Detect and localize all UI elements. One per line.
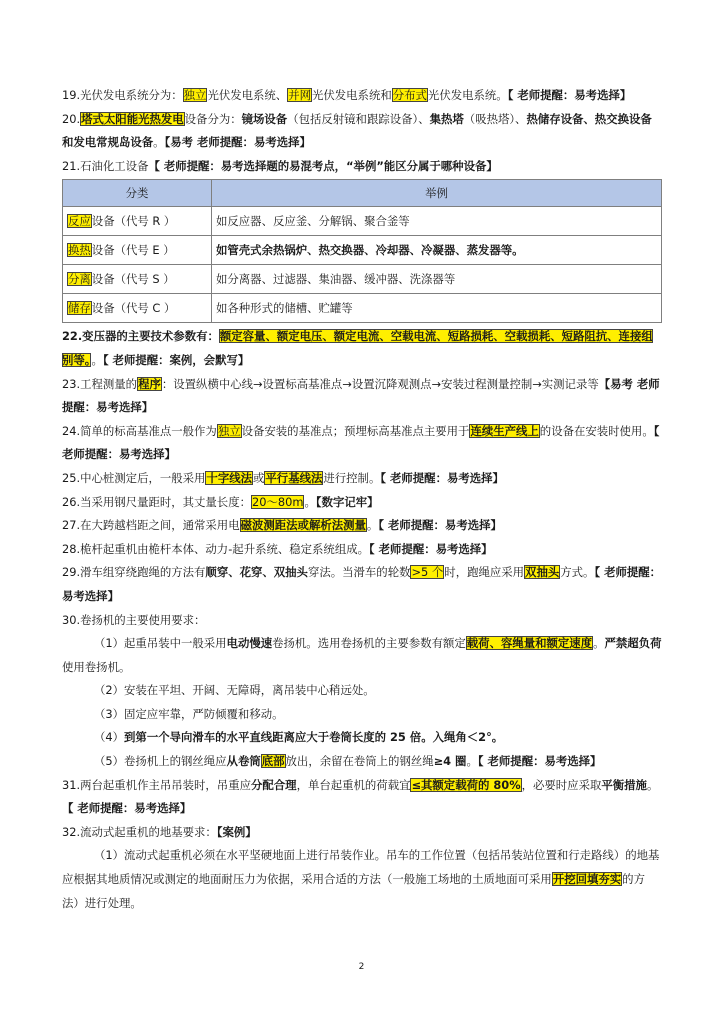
highlight: 20～80m — [251, 494, 304, 509]
teacher-tip: 【案例】 — [216, 824, 257, 839]
highlight: 底部 — [261, 754, 285, 769]
highlight: 载荷、容绳量和额定速度 — [466, 636, 593, 651]
item-32-1: （1）流动式起重机必须在水平坚硬地面上进行吊装作业。吊车的工作位置（包括吊装站位置和行走路线）的地基应根据其地质情况或测定的地面耐压力为依据，采用合适的方法（一般施工场地的土质地面可采用开挖回填夯实的方法）进行处理。 — [62, 848, 660, 910]
table-row — [63, 294, 662, 323]
item-30-5: （5）卷扬机上的钢丝绳应从卷筒底部放出，余留在卷筒上的钢丝绳≥4 圈。【 老师提醒：易考选择】 — [94, 754, 602, 769]
highlight: 分离 — [68, 272, 91, 287]
item-30: 30.卷扬机的主要使用要求： — [62, 612, 206, 627]
teacher-tip: 【 老师提醒：易考选择】 — [62, 565, 662, 603]
teacher-tip: 【 老师提醒：易考选择】 — [62, 801, 192, 816]
teacher-tip: 【数字记牢】 — [315, 494, 379, 509]
equipment-table — [62, 179, 662, 323]
example-cell: 如分离器、过滤器、集油器、缓冲器、洗涤器等 — [212, 265, 662, 294]
highlight: >5 个 — [411, 565, 444, 580]
highlight: 连续生产线上 — [470, 423, 539, 438]
highlight: 双抽头 — [525, 565, 560, 580]
highlight: 分布式 — [392, 88, 427, 102]
highlight: 十字线法 — [206, 470, 252, 485]
example-cell: 如反应器、反应釜、分解锅、聚合釜等 — [212, 207, 662, 236]
example-cell: 如管壳式余热锅炉、热交换器、冷却器、冷凝器、蒸发器等。 — [212, 236, 662, 265]
item-27: 27.在大跨越档距之间，通常采用电磁波测距法或解析法测量。【 老师提醒：易考选择】 — [62, 518, 502, 533]
teacher-tip: 【易考 老师提醒：易考选择】 — [62, 376, 660, 415]
highlight: 额定容量、额定电压、额定电流、空载电流、短路损耗、空载损耗、短路阻抗、连接组别等。 — [62, 329, 653, 367]
highlight: 独立 — [183, 88, 207, 102]
category-cell: 反应设备（代号 R ） — [63, 207, 212, 236]
highlight: 程序 — [138, 376, 161, 391]
teacher-tip: 【 老师提醒：易考选择】 — [62, 423, 660, 462]
highlight: 平行基线法 — [265, 470, 323, 485]
example-cell: 如各种形式的储槽、贮罐等 — [212, 294, 662, 323]
category-cell: 分离设备（代号 S ） — [63, 265, 212, 294]
table-header-cell: 分类 — [63, 180, 212, 207]
item-28: 28.桅杆起重机由桅杆本体、动力-起升系统、稳定系统组成。【 老师提醒：易考选择】 — [62, 541, 493, 556]
category-cell: 储存设备（代号 C ） — [63, 294, 212, 323]
item-22: 22.变压器的主要技术参数有：额定容量、额定电压、额定电流、空载电流、短路损耗、空载损耗、短路阻抗、连接组别等。。【 老师提醒：案例，会默写】 — [62, 329, 653, 367]
category-cell: 换热设备（代号 E ） — [63, 236, 212, 265]
teacher-tip: 【 老师提醒：案例，会默写】 — [102, 352, 250, 367]
teacher-tip: 【 老师提醒：易考选择题的易混考点，“举例”能区分属于哪种设备】 — [148, 158, 498, 173]
item-26: 26.当采用钢尺量距时，其丈量长度：20～80m。【数字记牢】 — [62, 494, 379, 509]
item-19: 19.光伏发电系统分为：独立光伏发电系统、并网光伏发电系统和分布式光伏发电系统。【 老师提醒：易考选择】 — [62, 88, 632, 102]
table-header-cell: 举例 — [212, 180, 662, 207]
teacher-tip: 【 老师提醒：易考选择】 — [507, 88, 632, 102]
highlight: 反应 — [68, 214, 91, 229]
item-23: 23.工程测量的程序：设置纵横中心线→设置标高基准点→设置沉降观测点→安装过程测量控制→实测记录等【易考 老师提醒：易考选择】 — [62, 376, 660, 415]
teacher-tip: 【 老师提醒：易考选择】 — [477, 754, 602, 769]
document-body — [62, 84, 662, 915]
teacher-tip: 【 老师提醒：易考选择】 — [369, 541, 493, 556]
item-30-1: （1）起重吊装中一般采用电动慢速卷扬机。选用卷扬机的主要参数有额定载荷、容绳量和额定速度。严禁超负荷使用卷扬机。 — [62, 636, 662, 674]
table-header — [63, 180, 662, 207]
item-25: 25.中心桩测定后，一般采用十字线法或平行基线法进行控制。【 老师提醒：易考选择】 — [62, 470, 504, 485]
teacher-tip: 【易考 老师提醒：易考选择】 — [164, 135, 311, 150]
highlight: 并网 — [288, 88, 311, 102]
highlight: 磁波测距法或解析法测量 — [240, 518, 366, 533]
item-20: 20.塔式太阳能光热发电设备分为：镜场设备（包括反射镜和跟踪设备）、集热塔（吸热塔）、热储存设备、热交换设备和发电常规岛设备。【易考 老师提醒：易考选择】 — [62, 111, 652, 150]
item-32: 32.流动式起重机的地基要求：【案例】 — [62, 824, 257, 839]
item-29: 29.滑车组穿绕跑绳的方法有顺穿、花穿、双抽头穿法。当滑车的轮数>5 个时，跑绳应采用双抽头方式。【 老师提醒：易考选择】 — [62, 565, 662, 603]
item-21: 21.石油化工设备【 老师提醒：易考选择题的易混考点，“举例”能区分属于哪种设备】 — [62, 158, 498, 173]
teacher-tip: 【 老师提醒：易考选择】 — [380, 470, 504, 485]
table-row — [63, 236, 662, 265]
item-30-3: （3）固定应牢靠，严防倾覆和移动。 — [94, 706, 284, 721]
highlight: 储存 — [68, 301, 91, 316]
table-row — [63, 265, 662, 294]
item-24: 24.简单的标高基准点一般作为独立设备安装的基准点；预埋标高基准点主要用于连续生产线上的设备在安装时使用。【 老师提醒：易考选择】 — [62, 423, 660, 462]
item-30-2: （2）安装在平坦、开阔、无障碍，离吊装中心稍远处。 — [94, 683, 375, 698]
teacher-tip: 【 老师提醒：易考选择】 — [378, 518, 502, 533]
item-31: 31.两台起重机作主吊吊装时，吊重应分配合理，单台起重机的荷载宜≤其额定载荷的 80%，必要时应采取平衡措施。【 老师提醒：易考选择】 — [62, 777, 659, 816]
highlight: 换热 — [68, 243, 91, 258]
highlight: 塔式太阳能光热发电 — [81, 111, 184, 126]
table-row — [63, 207, 662, 236]
item-30-4: （4）到第一个导向滑车的水平直线距离应大于卷筒长度的 25 倍。入绳角＜2°。 — [94, 730, 504, 745]
page-number: 2 — [358, 962, 365, 972]
highlight: ≤其额定载荷的 80% — [411, 777, 521, 792]
highlight: 开挖回填夯实 — [552, 872, 622, 887]
highlight: 独立 — [217, 423, 241, 438]
